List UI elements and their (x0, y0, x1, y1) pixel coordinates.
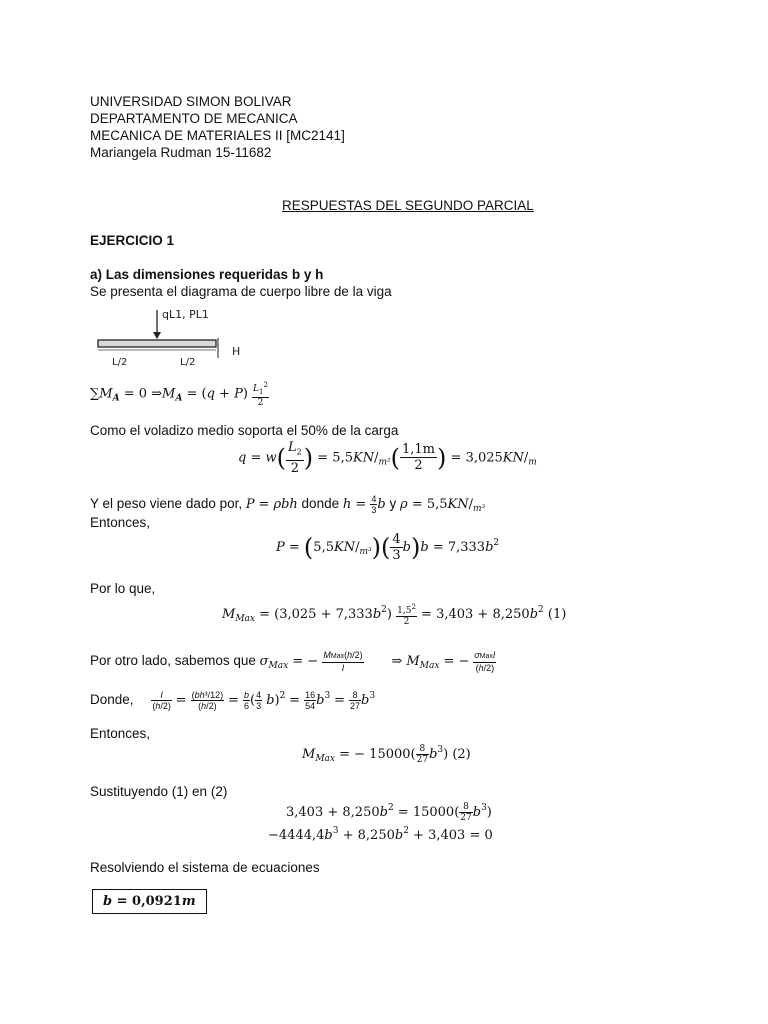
mmax-equation-2: $M_{Max}$ = − 15000( $\frac{8}{27}$ $b^3$) (2) (302, 744, 471, 765)
sustituyendo-text: Sustituyendo (1) en (2) (90, 784, 228, 799)
sigma-line: Por otro lado, sabemos que $\sigma_{Max}$ = − $\frac{\text{MMax(h/2)}}{I}$ ⇒ $M_{Max}$ = − $\frac{\text{σMaxI}}{(h/2)}$ (90, 650, 496, 673)
university-name: UNIVERSIDAD SIMON BOLIVAR (90, 94, 292, 109)
half-right-label: L/2 (180, 357, 196, 368)
page-title: RESPUESTAS DEL SEGUNDO PARCIAL (282, 198, 534, 213)
eq1-label: (1) (547, 607, 567, 622)
q-w-value: 5,5 (332, 450, 353, 466)
q-length: 1,1m (402, 442, 436, 458)
mmax-equation-1: $M_{Max} = (3,025 + 7,333b^2)$ $\frac{1,5^2}{2}$ = $3,403 + 8,250b^2$ (1) (222, 603, 567, 627)
course-name: MECANICA DE MATERIALES II [MC2141] (90, 128, 345, 143)
result-b-value: 0,0921 (132, 894, 182, 909)
weight-line: Y el peso viene dado por, P = ρbh donde h = $\frac{4}{3}$ b y $\rho = 5,5KN/_{m^3}$ (90, 494, 486, 515)
height-label: H (232, 345, 241, 358)
inertia-line: Donde, $\frac{I}{(h/2)}$ = $\frac{\text{(bh³/12)}}{(h/2)}$ = $\frac{b}{6}$ ( $\frac{4}{3}$ b)$^2$ = $\frac{16}{54}$ $b^3$ = $\frac{8}{27}$ $b^3$ (90, 690, 376, 711)
result-b-box: b = 0,0921m (92, 889, 207, 914)
weight-equation: $P = (5,5KN/_{m^3})$( $\frac{4}{3}$ $b)b = 7,333b^2$ (276, 532, 500, 563)
entonces-text-1: Entonces, (90, 515, 151, 530)
entonces-text-2: Entonces, (90, 726, 151, 741)
student-name: Mariangela Rudman 15-11682 (90, 145, 272, 160)
part-a-heading: a) Las dimensiones requeridas b y h (90, 267, 324, 282)
diagram-intro: Se presenta el diagrama de cuerpo libre de la viga (90, 284, 392, 299)
resolviendo-text: Resolviendo el sistema de ecuaciones (90, 860, 320, 875)
exercise-heading: EJERCICIO 1 (90, 233, 175, 248)
department-name: DEPARTAMENTO DE MECANICA (90, 111, 298, 126)
beam-sketch (90, 302, 270, 374)
voladizo-text: Como el voladizo medio soporta el 50% de la carga (90, 423, 399, 438)
rho-value: 5,5 (426, 497, 448, 513)
q-result: 3,025 (465, 450, 503, 466)
por-lo-que-text: Por lo que, (90, 581, 156, 596)
q-equation: q = w( $\frac{L_2}{2}$ ) = $5,5KN/_{m^2}$( $\frac{1,1m}{2}$ ) = $3,025KN/_m$ (238, 440, 537, 476)
load-label: qL1, PL1 (162, 308, 209, 321)
beam (98, 340, 216, 347)
moment-equation: $\sum M_A = 0$ $\Rightarrow M_A = (q + P)$ $\frac{L_1^2}{2}$ (90, 381, 268, 408)
half-left-label: L/2 (112, 357, 128, 368)
p-result: 7,333 (447, 540, 486, 555)
eq2-label: (2) (452, 747, 471, 762)
cubic-equation: $-4444,4b^3 + 8,250b^2 + 3,403 = 0$ (268, 826, 493, 843)
substitution-equation: $3,403 + 8,250b^2 = 15000$( $\frac{8}{27}$ $b^3$) (286, 802, 492, 823)
